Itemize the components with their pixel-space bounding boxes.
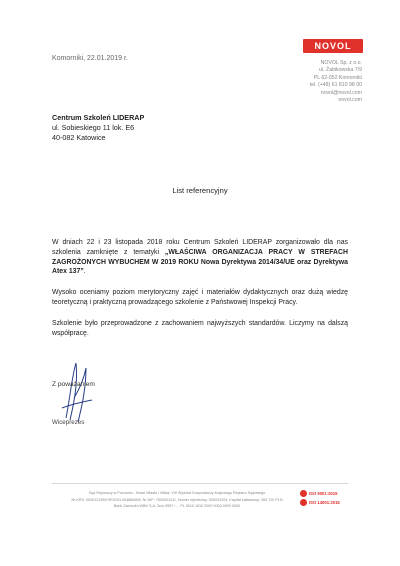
training-topic: „WŁAŚCIWA ORGANIZACJA PRACY W STREFACH ZAGROŻONYCH WYBUCHEM W 2019 ROKU Nowa Dyrektywa 2014/34/UE oraz Dyrektywa Atex 137” [52, 248, 348, 276]
paragraph-3: Szkolenie było przeprowadzone z zachowaniem najwyższych standardów. Liczymy na dalszą współpracę. [52, 320, 348, 337]
iso-9001-label: ISO 9001:2015 [309, 491, 338, 496]
footer-divider [52, 483, 348, 484]
letter-title: List referencyjny [172, 186, 228, 195]
footer-line: Nr KRS: 0000121998 REGON 004866958, Nr NIP: 7830001311, Numer rejestrowy: 000024204, Kapitał zakładowy: 265 720 PLN [71, 497, 283, 502]
city-date: Komorniki, 22.01.2019 r. [52, 55, 128, 62]
sender-website-link[interactable]: novol.com [338, 97, 362, 104]
novol-logo: NOVOL [303, 39, 363, 53]
paragraph-1-intro: W dniach 22 i 23 listopada 2018 roku Centrum Szkoleń LIDERAP zorganizowało dla nas szkolenia zamknięte z tematyki [52, 239, 348, 256]
footer-line: Sąd Rejonowy w Poznaniu - Nowe Miasto i Wilda, VIII Wydział Gospodarczy Krajowego Rejestru Sądowego [88, 491, 266, 495]
paragraph-1 [52, 238, 348, 277]
signature-image [56, 358, 96, 428]
recipient-street: ul. Sobieskiego 11 lok. E6 [52, 123, 135, 132]
sender-address [242, 60, 362, 104]
sender-line: ul. Żabikowska 7/9 [319, 67, 362, 74]
iso-badge-icon [300, 499, 307, 506]
closing-phrase: Z poważaniem [52, 381, 95, 388]
signer-title: Wiceprezes [52, 419, 85, 426]
iso-14001-label: ISO 14001:2015 [309, 500, 340, 505]
sender-email-link[interactable]: novol@novol.com [320, 89, 362, 96]
recipient-address [52, 113, 144, 143]
paragraph-1-end: . [83, 268, 86, 276]
company-footer [52, 490, 302, 510]
sender-line: PL 62-052 Komorniki [313, 74, 362, 81]
iso-badge-icon [300, 490, 307, 497]
paragraph-2: Wysoko oceniamy poziom merytoryczny zajęć i materiałów dydaktycznych oraz dużą wiedzę teoretyczną i praktyczną prowadzącego szkolenie z Państwowej Inspekcji Pracy. [52, 289, 348, 306]
sender-line: NOVOL Sp. z o.o. [320, 60, 362, 66]
sender-line: tel. (+48) 61 810 98 00 [309, 82, 362, 89]
recipient-name: Centrum Szkoleń LIDERAP [52, 113, 145, 122]
recipient-city: 40-082 Katowice [52, 133, 106, 142]
footer-line: Bank Zachodni WBK S.A. 3s/o 0957 / ... PL 5010 1010 2000 0000 0000 0000 [113, 504, 241, 509]
